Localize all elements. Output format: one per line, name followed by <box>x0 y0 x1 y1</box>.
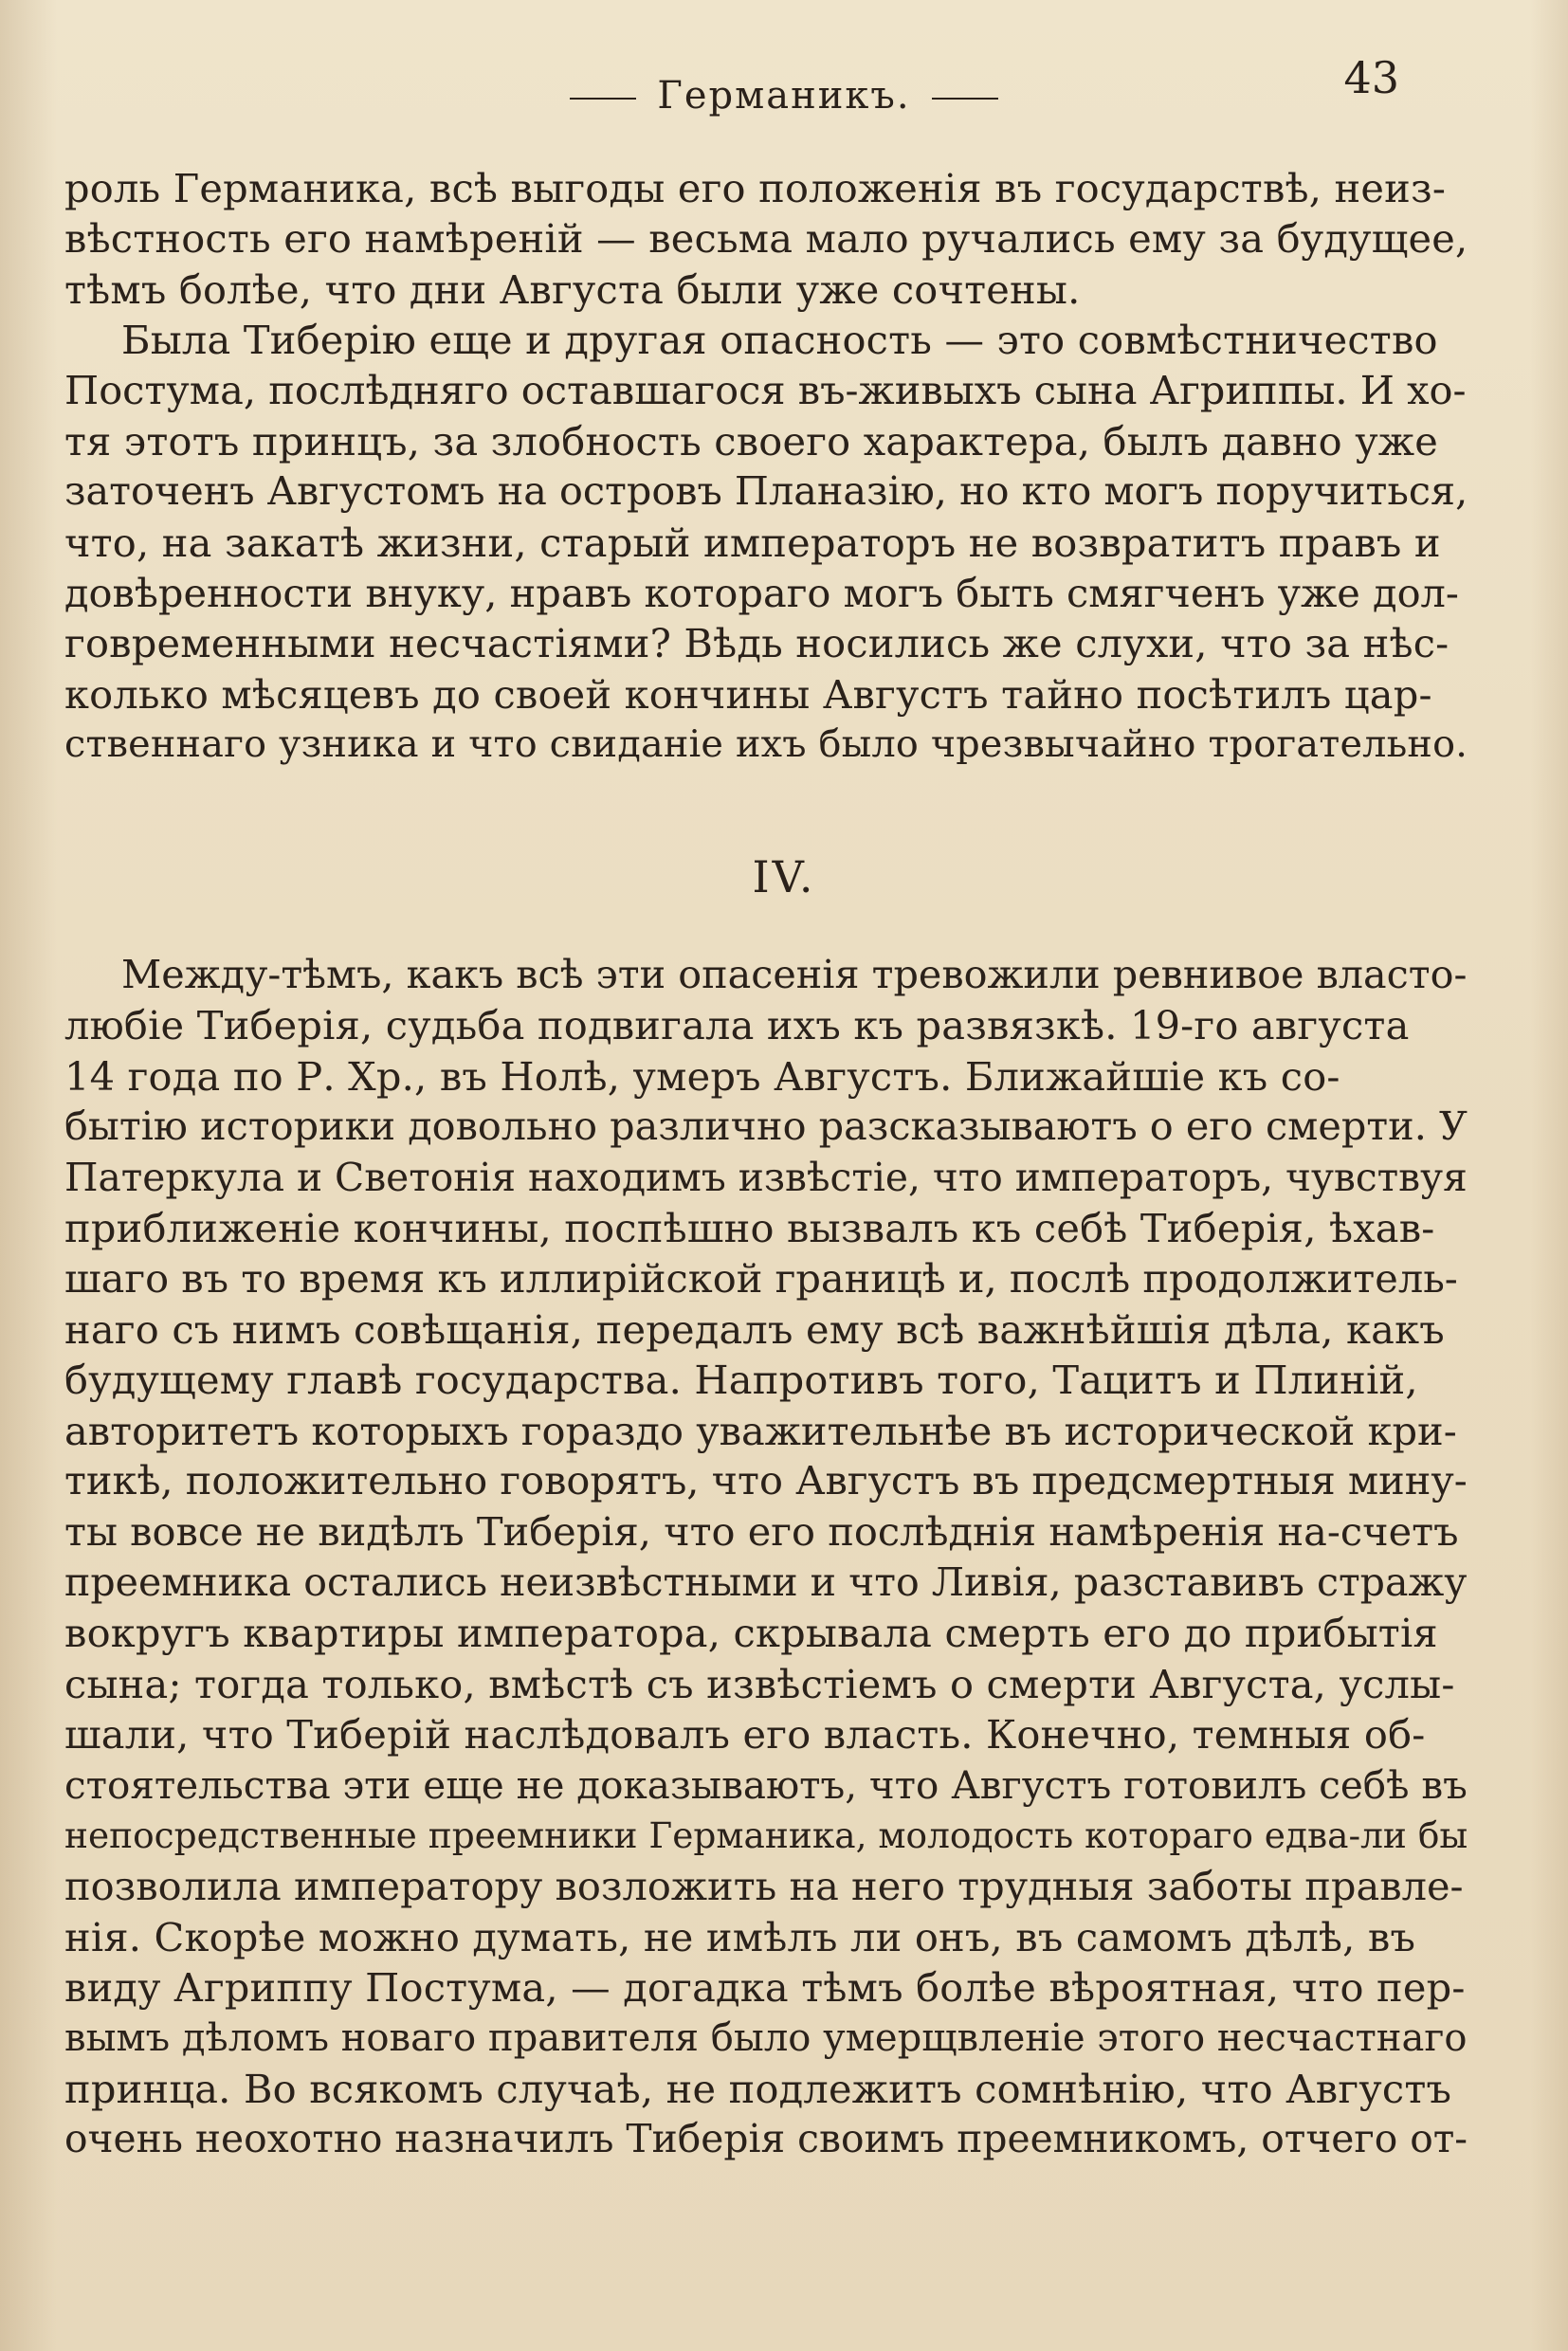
text-line: колько мѣсяцевъ до своей кончины Августъ тайно посѣтилъ цар- <box>64 670 1432 718</box>
paragraph-continued <box>64 163 1468 315</box>
text-line: шаго въ то время къ иллирійской границѣ и, послѣ продолжитель- <box>64 1255 1458 1303</box>
text-line: будущему главѣ государства. Напротивъ того, Тацитъ и Плиній, <box>64 1357 1418 1404</box>
text-line: тикѣ, положительно говорятъ, что Августъ въ предсмертныя мину- <box>64 1458 1468 1504</box>
page-number: 43 <box>1343 52 1399 103</box>
text-line: Между-тѣмъ, какъ всѣ эти опасенія тревожили ревнивое власто- <box>121 952 1468 997</box>
text-line: принца. Во всякомъ случаѣ, не подлежитъ сомнѣнію, что Августъ <box>64 2065 1452 2112</box>
paragraph-postumus <box>64 315 1468 771</box>
text-line: стоятельства эти еще не доказываютъ, что Августъ готовилъ себѣ въ <box>64 1761 1468 1808</box>
text-line: вымъ дѣломъ новаго правителя было умерщвленіе этого несчастнаго <box>64 2015 1468 2060</box>
text-line: шали, что Тиберій наслѣдовалъ его власть. Конечно, темныя об- <box>64 1711 1426 1759</box>
text-line: вокругъ квартиры императора, скрывала смерть его до прибытія <box>64 1610 1438 1657</box>
text-line: непосредственные преемники Германика, молодость котораго едва-ли бы <box>64 1813 1468 1856</box>
text-line: Была Тиберію еще и другая опасность — это совмѣстничество <box>121 317 1438 363</box>
text-line: тѣмъ болѣе, что дни Августа были уже сочтены. <box>64 265 1081 313</box>
text-line: позволила императору возложить на него трудныя заботы правле- <box>64 1863 1464 1910</box>
text-line: очень неохотно назначилъ Тиберія своимъ преемникомъ, отчего от- <box>64 2116 1468 2162</box>
text-line: наго съ нимъ совѣщанія, передалъ ему всѣ важнѣйшія дѣла, какъ <box>64 1305 1445 1353</box>
text-line: авторитетъ которыхъ гораздо уважительнѣе въ исторической кри- <box>64 1407 1457 1454</box>
text-line: 14 года по Р. Хр., въ Нолѣ, умеръ Августъ. Ближайшіе къ со- <box>64 1052 1340 1100</box>
text-line: бытію историки довольно различно разсказываютъ о его смерти. У <box>64 1103 1468 1150</box>
running-head <box>0 74 1568 118</box>
text-line: нія. Скорѣе можно думать, не имѣлъ ли онъ, въ самомъ дѣлѣ, въ <box>64 1913 1416 1960</box>
text-line: приближеніе кончины, поспѣшно вызвалъ къ себѣ Тиберія, ѣхав- <box>64 1205 1435 1252</box>
text-line: роль Германика, всѣ выгоды его положенія въ государствѣ, неиз- <box>64 165 1447 211</box>
text-line: виду Агриппу Постума, — догадка тѣмъ болѣе вѣроятная, что пер- <box>64 1964 1466 2012</box>
text-line: Постума, послѣдняго оставшагося въ-живыхъ сына Агриппы. И хо- <box>64 367 1467 414</box>
text-line: Патеркула и Светонія находимъ извѣстіе, что императоръ, чувствуя <box>64 1154 1468 1200</box>
text-line: преемника остались неизвѣстными и что Ливія, разставивъ стражу <box>64 1558 1468 1605</box>
text-line: довѣренности внуку, нравъ котораго могъ быть смягченъ уже дол- <box>64 570 1459 617</box>
dash-left <box>570 98 636 100</box>
paragraph-death-of-augustus <box>64 950 1468 2165</box>
text-line: вѣстность его намѣреній — весьма мало ручались ему за будущее, <box>64 215 1468 263</box>
text-line: ственнаго узника и что свиданіе ихъ было чрезвычайно трогательно. <box>64 722 1468 767</box>
text-line: говременными несчастіями? Вѣдь носились же слухи, что за нѣс- <box>64 620 1449 667</box>
text-line: что, на закатѣ жизни, старый императоръ не возвратитъ правъ и <box>64 519 1441 566</box>
text-line: любіе Тиберія, судьба подвигала ихъ къ развязкѣ. 19-го августа <box>64 1002 1410 1049</box>
text-line: ты вовсе не видѣлъ Тиберія, что его послѣднія намѣренія на-счетъ <box>64 1508 1459 1556</box>
running-title: Германикъ. <box>657 74 911 118</box>
text-line: тя этотъ принцъ, за злобность своего характера, былъ давно уже <box>64 417 1438 465</box>
text-line: заточенъ Августомъ на островъ Планазію, но кто могъ поручиться, <box>64 468 1468 515</box>
text-line: сына; тогда только, вмѣстѣ съ извѣстіемъ о смерти Августа, услы- <box>64 1660 1455 1707</box>
section-numeral: IV. <box>752 851 816 902</box>
dash-right <box>932 98 998 100</box>
